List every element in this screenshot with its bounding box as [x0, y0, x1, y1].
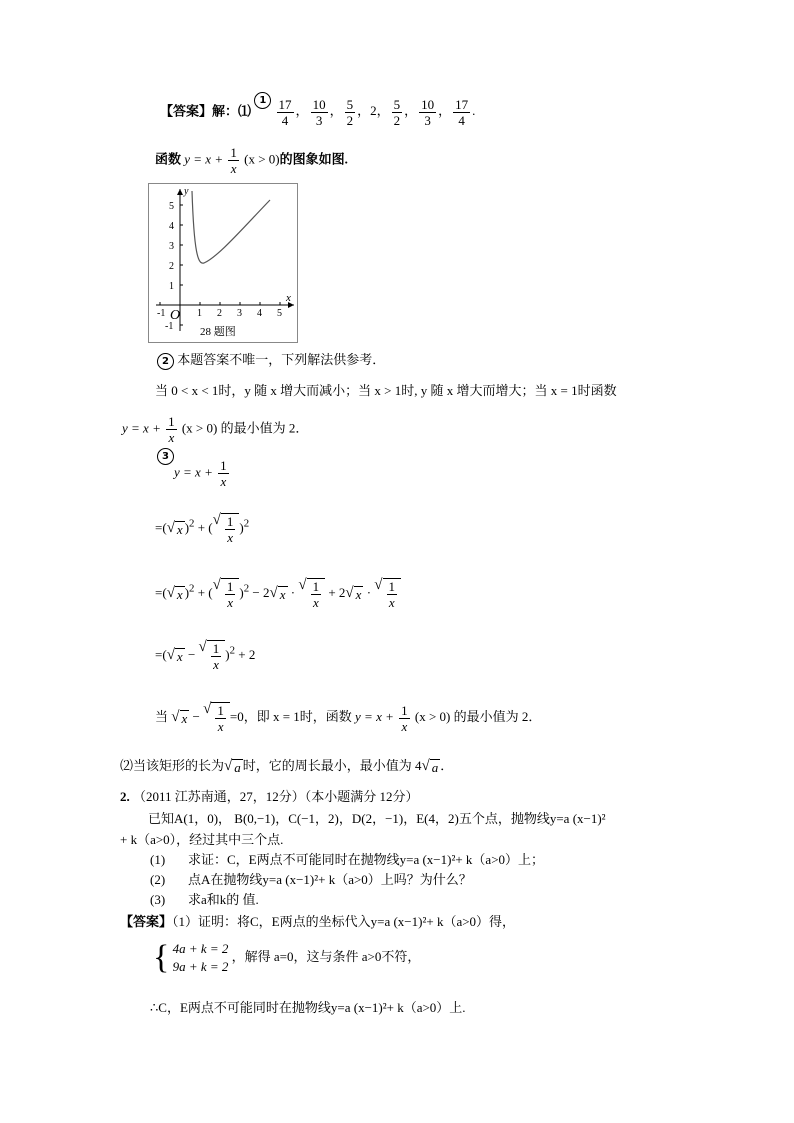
part-number: ⑴ [238, 103, 252, 119]
circled-number-2: 2 [157, 353, 174, 370]
question-2-header [120, 786, 419, 805]
q2-answer-line [120, 911, 515, 930]
x-tick-label: 5 [277, 308, 282, 319]
answer-label-2: 【答案】 [120, 914, 173, 929]
circled-number-3-wrap [157, 447, 174, 465]
function-graph [148, 183, 298, 343]
question-item [150, 889, 259, 908]
part-2-answer: ⑵当该矩形的长为 √ a 时，它的周长最小，最小值为 4 √ a ． [120, 757, 454, 775]
equation-1: 4a + k = 2 [172, 941, 229, 956]
derivation-step-3: =( √ x − √ $\frac{1}{x}$ )$^2$ + 2 [155, 639, 256, 672]
derivation-step-1: =( √ x )$^2$ + ( √ $\frac{1}{x}$ )$^2$ [155, 512, 250, 545]
text-suffix: 的图象如图. [279, 151, 348, 167]
system-result: ，解得 a=0，这与条件 a>0不符， [231, 948, 421, 964]
answer-line-1 [160, 97, 475, 128]
fraction-value: $\frac{17}{4}$ [455, 97, 469, 128]
value-list [275, 97, 476, 128]
y-tick-label: 1 [169, 281, 174, 292]
curve-y-equals-x-plus-1-over-x [192, 191, 270, 263]
end-mark: . [472, 103, 476, 119]
y-tick-label: 3 [169, 241, 174, 252]
answer-text: （1）证明：将C，E两点的坐标代入y=a (x−1)²+ k（a>0）得， [172, 914, 516, 929]
item-text: 求证：C，E两点不可能同时在抛物线y=a (x−1)²+ k（a>0）上； [188, 852, 545, 867]
y-tick-label: 4 [169, 221, 174, 232]
question-stem-line-2: + k（a>0），经过其中三个点. [120, 832, 284, 847]
text-prefix: 函数 [155, 151, 182, 167]
monotonic-statement: 当 0 < x < 1时，y 随 x 增大而减小；当 x > 1时, y 随 x 增大而增大；当 x = 1时函数 [155, 383, 617, 398]
fraction-value: $\frac{5}{2}$ [393, 97, 401, 128]
question-number: 2. [120, 789, 130, 804]
list-value: 2 [370, 103, 377, 119]
y-tick-label: 2 [169, 261, 174, 272]
y-tick-label: -1 [165, 321, 174, 332]
separator: ， [295, 103, 309, 119]
question-stem-line-1: 已知A(1，0)， B(0,−1)，C(−1，2)，D(2，−1)，E(4，2)五个点，抛物线y=a (x−1)² [148, 811, 606, 826]
min-statement: y = x + $\frac{1}{x}$ (x > 0) 的最小值为 2． [122, 414, 309, 445]
x-axis-label: x [286, 292, 291, 304]
fraction-value: $\frac{10}{3}$ [312, 97, 326, 128]
circled-number-3: 3 [157, 448, 174, 465]
equation-2: 9a + k = 2 [172, 959, 229, 974]
separator: ， [404, 103, 418, 119]
origin-label: O [170, 308, 181, 323]
separator: ， [357, 103, 371, 119]
function-statement [155, 145, 348, 176]
separator: ， [329, 103, 343, 119]
derivation-step-0: y = x + $\frac{1}{x}$ [174, 458, 227, 489]
fraction: $\frac{1}{x}$ [230, 145, 237, 176]
x-tick-label: -1 [157, 308, 166, 319]
solve-label: 解： [212, 103, 239, 119]
conclusion-line: 当 √ x − √ $\frac{1}{x}$ =0，即 x = 1时，函数 y = x + $\frac{1}{x}$ (x > 0) 的最小值为 2． [155, 701, 542, 734]
item-number: (3) [150, 892, 166, 907]
question-source: （2011 江苏南通，27，12分）（本小题满分 12分） [133, 789, 419, 804]
fraction-value: $\frac{5}{2}$ [346, 97, 354, 128]
answer-label: 【答案】 [160, 103, 213, 119]
derivation-step-2: =( √ x )$^2$ + ( √ $\frac{1}{x}$ )$^2$ − 2 √ x · √ $\frac{1}{x}$ + 2 √ x · √ $\frac{1}{x}$ [155, 578, 401, 610]
question-item [150, 869, 472, 888]
circled-number-1: 1 [254, 92, 271, 109]
therefore-line: ∴C，E两点不可能同时在抛物线y=a (x−1)²+ k（a>0）上. [150, 1000, 466, 1015]
equation-system: { 4a + k = 2 9a + k = 2 ，解得 a=0，这与条件 a>0不符， [153, 939, 421, 976]
x-tick-label: 2 [217, 308, 222, 319]
separator: ， [376, 103, 390, 119]
math-expression: y = x + [184, 151, 224, 167]
method-2-line [157, 349, 385, 370]
question-item [150, 849, 544, 868]
fraction-value: $\frac{17}{4}$ [278, 97, 292, 128]
graph-caption: 28 题图 [200, 326, 236, 338]
x-tick-label: 4 [257, 308, 262, 319]
y-axis-arrow [177, 189, 183, 195]
item-number: (1) [150, 852, 166, 867]
y-axis-label: y [184, 186, 189, 197]
separator: ， [438, 103, 452, 119]
item-text: 点A在抛物线y=a (x−1)²+ k（a>0）上吗？为什么？ [188, 872, 472, 887]
y-tick-label: 5 [169, 201, 174, 212]
fraction-value: $\frac{10}{3}$ [421, 97, 435, 128]
x-tick-label: 1 [197, 308, 202, 319]
method-2-text: 本题答案不唯一，下列解法供参考． [177, 352, 386, 367]
x-tick-label: 3 [237, 308, 242, 319]
item-number: (2) [150, 872, 166, 887]
math-condition: (x > 0) [244, 151, 280, 167]
item-text: 求a和k的 值. [188, 892, 259, 907]
